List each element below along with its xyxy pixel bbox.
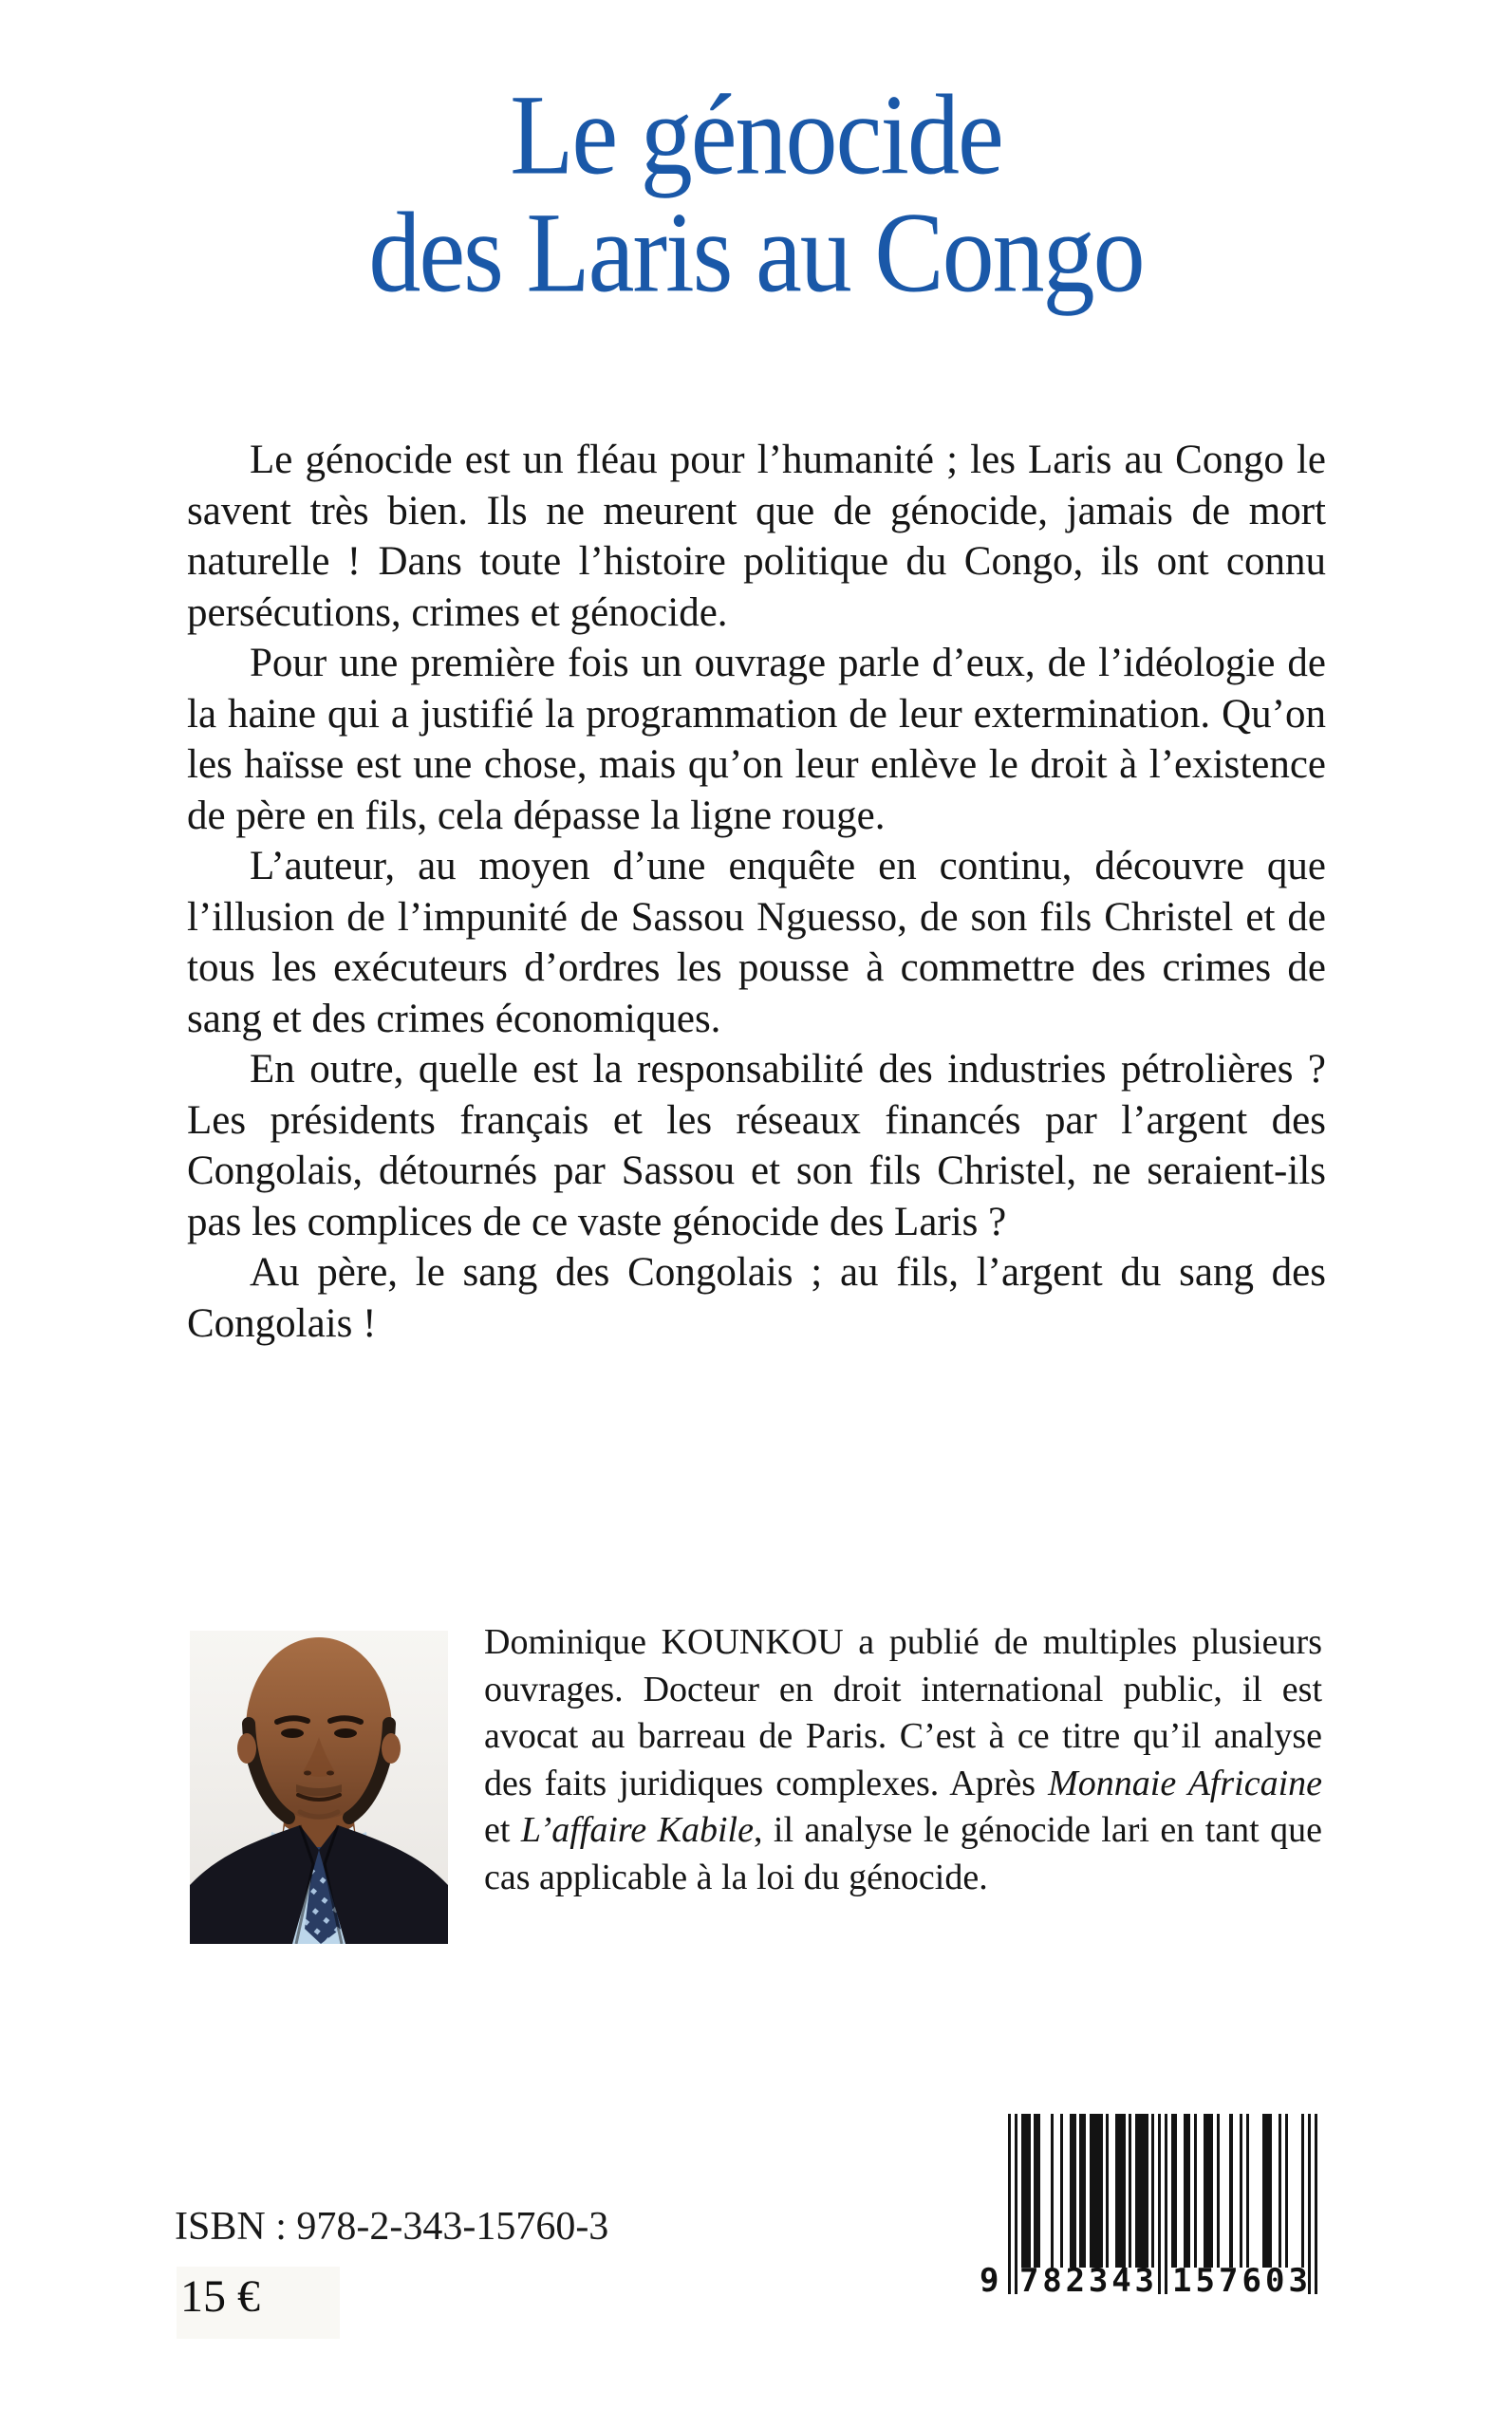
book-title — [0, 70, 1512, 316]
author-photo — [190, 1631, 448, 1944]
bio-text-3: , il analyse le génocide lari en tant que cas applicable à la loi du génocide. — [484, 1810, 1322, 1897]
price-text: 15 € — [180, 2271, 260, 2322]
synopsis — [187, 435, 1326, 1349]
barcode-right-digits: 1 5 7 6 0 3 — [1172, 2262, 1308, 2300]
synopsis-paragraph-2: Pour une première fois un ouvrage parle d’eux, de l’idéologie de la haine qui a justifié la programmation de leur extermination. Qu’on les haïsse est une chose, mais qu’on leur enlève le droit à l’existence de père en fils, cela dépasse la ligne rouge. — [187, 641, 1326, 838]
bio-text-2: et — [484, 1810, 521, 1850]
isbn-text: ISBN : 978-2-343-15760-3 — [175, 2205, 609, 2249]
synopsis-paragraph-3: L’auteur, au moyen d’une enquête en continu, découvre que l’illusion de l’impunité de Sassou Nguesso, de son fils Christel et de tous les exécuteurs d’ordres les pousse à commettre des crimes de sang et des crimes économiques. — [187, 844, 1326, 1041]
bio-book-title-2: L’affaire Kabile — [520, 1810, 754, 1850]
barcode-first-digit: 9 — [980, 2262, 999, 2300]
synopsis-paragraph-1: Le génocide est un fléau pour l’humanité ; les Laris au Congo le savent très bien. Ils ne meurent que de génocide, jamais de mort naturelle ! Dans toute l’histoire politique du Congo, ils ont connu persécutions, crimes et génocide. — [187, 438, 1326, 635]
barcode-left-digits: 7 8 2 3 4 3 — [1019, 2262, 1154, 2300]
synopsis-paragraph-4: En outre, quelle est la responsabilité des industries pétrolières ? Les présidents français et les réseaux financés par l’argent des Congolais, détournés par Sassou et son fils Christel, ne seraient-ils pas les complices de ce vaste génocide des Laris ? — [187, 1047, 1326, 1244]
bio-text-1: Dominique KOUNKOU a publié de multiples plusieurs ouvrages. Docteur en droit international public, il est avocat au barreau de Paris. C’est à ce titre qu’il analyse des faits juridiques complexes. Après — [484, 1622, 1322, 1803]
ean13-barcode — [980, 2114, 1317, 2300]
author-bio — [484, 1619, 1322, 1901]
synopsis-paragraph-5: Au père, le sang des Congolais ; au fils, l’argent du sang des Congolais ! — [187, 1250, 1326, 1346]
book-title-line1: Le génocide — [510, 70, 1002, 198]
bio-book-title-1: Monnaie Africaine — [1048, 1763, 1323, 1803]
book-title-line2: des Laris au Congo — [368, 188, 1144, 316]
